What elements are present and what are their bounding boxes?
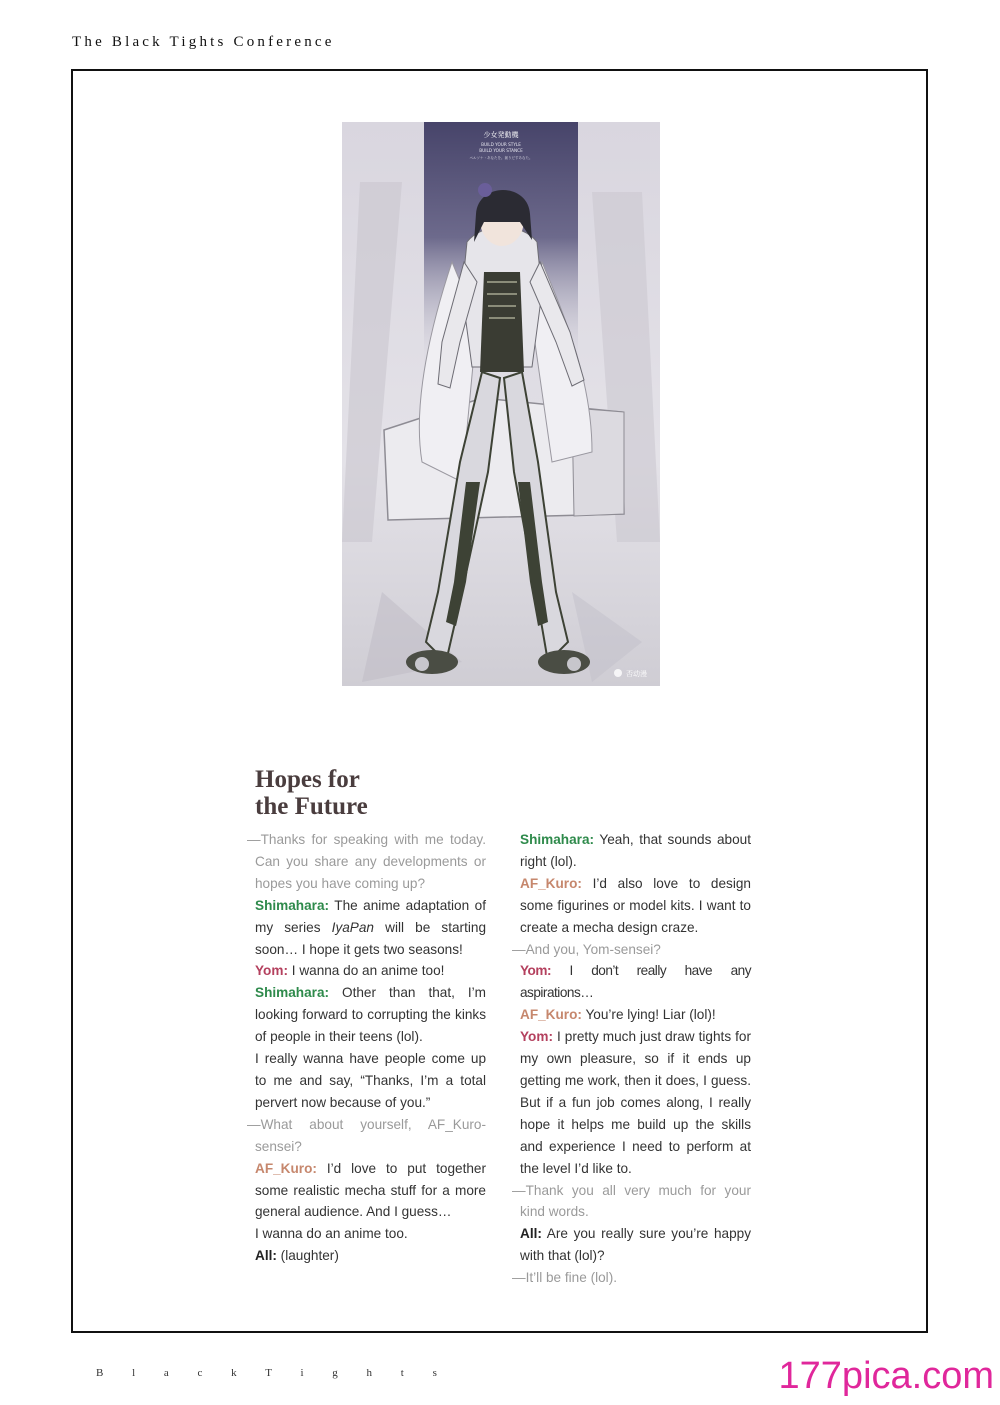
speaker-name: Yom:: [520, 1029, 553, 1045]
speaker-name: Yom:: [520, 963, 551, 979]
interview-column-right: [512, 829, 751, 1289]
question-text: —Thanks for speaking with me today. Can you share any developments or hopes you have coming up?: [247, 832, 486, 891]
banner-line-1: BUILD YOUR STYLE: [481, 142, 521, 147]
answer-text: I’d also love to design some figurines or model kits. I want to create a mecha design craze.: [520, 875, 751, 935]
section-heading: [255, 766, 368, 820]
question-text: —What about yourself, AF_Kuro-sensei?: [247, 1116, 486, 1154]
interviewer-question: [247, 1114, 486, 1158]
speaker-answer: [520, 829, 751, 873]
question-text: —And you, Yom-sensei?: [512, 941, 661, 957]
speaker-answer: [255, 1245, 486, 1267]
banner-small-text: ペルソナ・あなたを。創りだすあなた。: [469, 156, 533, 160]
speaker-answer: [520, 873, 751, 939]
answer-text: I wanna do an anime too!: [287, 963, 445, 979]
footer-title: B l a c k T i g h t s: [96, 1367, 437, 1379]
banner-jp-text: 少女発動機: [483, 131, 519, 139]
corner-watermark: 否动漫: [626, 670, 647, 678]
interviewer-question: [512, 1267, 751, 1289]
question-text: —It’ll be fine (lol).: [512, 1270, 618, 1286]
speaker-answer: [255, 895, 486, 961]
answer-text: Yeah, that sounds about right (lol).: [520, 832, 751, 869]
answer-text: I wanna do an anime too.: [255, 1226, 408, 1242]
speaker-name: All:: [255, 1248, 277, 1264]
speaker-name: Shimahara:: [520, 832, 595, 847]
speaker-name: AF_Kuro:: [255, 1160, 317, 1176]
answer-text: I really wanna have people come up to me and say, “Thanks, I’m a total pervert now because of you.”: [255, 1051, 486, 1110]
answer-text: (laughter): [276, 1248, 339, 1264]
speaker-answer: [520, 1223, 751, 1267]
mecha-girl-illustration: [342, 122, 660, 686]
answer-text: will be starting soon… I hope it gets two seasons!: [255, 919, 487, 957]
speaker-name: Shimahara:: [255, 985, 330, 1001]
speaker-answer: [255, 982, 486, 1048]
running-title: The Black Tights Conference: [72, 34, 335, 50]
answer-text: Are you really sure you’re happy with that (lol)?: [520, 1226, 751, 1264]
answer-continuation: [255, 1223, 486, 1245]
answer-text: Other than that, I’m looking forward to corrupting the kinks of people in their teens (lol).: [255, 985, 486, 1045]
question-text: —Thank you all very much for your kind words.: [512, 1182, 751, 1220]
answer-continuation: [255, 1048, 486, 1114]
answer-text: I don’t really have any aspirations…: [520, 963, 751, 1001]
banner-line-2: BUILD YOUR STANCE: [479, 148, 523, 153]
interview-column-left: [247, 829, 487, 1267]
speaker-answer: [520, 1026, 751, 1179]
speaker-answer: [520, 960, 751, 1004]
speaker-name: AF_Kuro:: [520, 875, 582, 891]
speaker-name: AF_Kuro:: [520, 1007, 582, 1023]
answer-text: The anime adaptation of my series: [255, 897, 486, 935]
interviewer-question: [512, 939, 751, 961]
speaker-answer: [255, 960, 486, 982]
speaker-answer: [255, 1158, 486, 1224]
speaker-name: Yom:: [255, 963, 288, 979]
site-watermark: 177pica.com: [778, 1355, 994, 1397]
answer-text: I pretty much just draw tights for my own pleasure, so if it ends up getting me work, then it does, I guess. But if a fun job comes along, I really hope it helps me build up the skills and experience I need to perform at the level I’d like to.: [520, 1029, 751, 1176]
heading-line-1: Hopes for: [255, 766, 360, 793]
speaker-name: All:: [520, 1226, 542, 1242]
interviewer-question: [247, 829, 486, 895]
answer-text: I’d love to put together some realistic mecha stuff for a more general audience. And I guess…: [255, 1160, 486, 1220]
speaker-answer: [520, 1004, 751, 1026]
heading-line-2: the Future: [255, 793, 368, 820]
answer-text: You’re lying! Liar (lol)!: [581, 1007, 716, 1023]
interviewer-question: [512, 1180, 751, 1224]
series-title: IyaPan: [331, 919, 374, 935]
speaker-name: Shimahara:: [255, 897, 330, 913]
